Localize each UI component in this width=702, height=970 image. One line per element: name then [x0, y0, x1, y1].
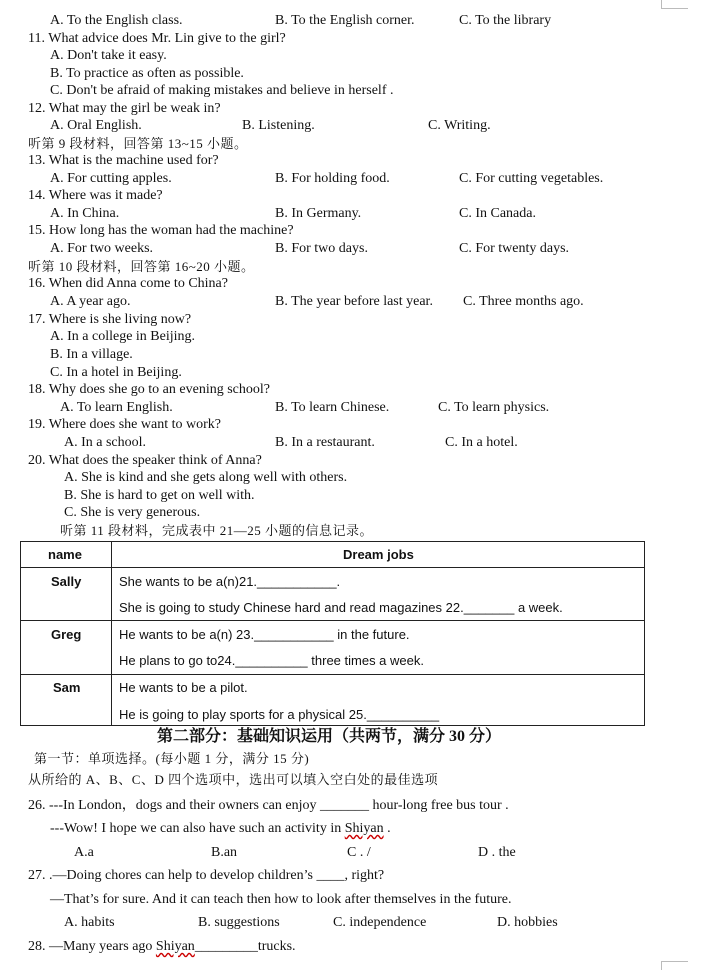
option-12a: A. Oral English.: [50, 118, 142, 133]
question-28: 28. —Many years ago Shiyan_________trucks.: [28, 939, 296, 954]
question-16: 16. When did Anna come to China?: [28, 276, 228, 291]
part-2-title: 第二部分：基础知识运用（共两节，满分 30 分）: [157, 728, 502, 745]
option-14c: C. In Canada.: [459, 206, 536, 221]
question-12: 12. What may the girl be weak in?: [28, 101, 221, 116]
option-11a: A. Don't take it easy.: [50, 48, 167, 63]
option-20a: A. She is kind and she gets along well with others.: [64, 470, 348, 485]
table-row-line: He wants to be a(n) 23.___________ in the future.: [119, 627, 410, 642]
table-row-divider: [21, 620, 644, 621]
option-16c: C. Three months ago.: [463, 294, 584, 309]
option-19b: B. In a restaurant.: [275, 435, 375, 450]
option-17a: A. In a college in Beijing.: [50, 329, 196, 344]
table-row-divider: [21, 567, 644, 568]
table-row-divider: [21, 674, 644, 675]
option-20b: B. She is hard to get on well with.: [64, 488, 255, 503]
question-11: 11. What advice does Mr. Lin give to the girl?: [28, 31, 286, 46]
option-10c: C. To the library: [459, 13, 552, 28]
section-10-instruction: 听第 10 段材料，回答第 16~20 小题。: [28, 259, 255, 274]
section-9-instruction: 听第 9 段材料，回答第 13~15 小题。: [28, 136, 248, 151]
question-26: 26. ---In London，dogs and their owners can enjoy _______ hour-long free bus tour .: [28, 798, 509, 813]
question-14: 14. Where was it made?: [28, 188, 163, 203]
option-17b: B. In a village.: [50, 347, 133, 362]
option-17c: C. In a hotel in Beijing.: [50, 365, 182, 380]
table-row-line: He is going to play sports for a physical 25.__________: [119, 707, 440, 722]
option-15a: A. For two weeks.: [50, 241, 154, 256]
option-15c: C. For twenty days.: [459, 241, 570, 256]
page-corner-mark: [661, 961, 688, 970]
option-26c: C . /: [347, 845, 371, 860]
table-column-divider: [111, 542, 112, 725]
table-header-name: name: [48, 547, 82, 562]
option-27b: B. suggestions: [198, 915, 280, 930]
page-corner-mark: [661, 0, 688, 9]
option-11c: C. Don't be afraid of making mistakes and believe in herself .: [50, 83, 394, 98]
option-13a: A. For cutting apples.: [50, 171, 172, 186]
option-19c: C. In a hotel.: [445, 435, 518, 450]
place-name: Shiyan: [344, 821, 384, 836]
table-row-name: Greg: [51, 627, 82, 642]
table-row-line: She wants to be a(n)21.___________.: [119, 574, 341, 589]
option-19a: A. In a school.: [64, 435, 147, 450]
table-row-name: Sally: [51, 574, 82, 589]
table-row-line: He wants to be a pilot.: [119, 680, 248, 695]
option-26a: A.a: [74, 845, 94, 860]
option-18a: A. To learn English.: [60, 400, 173, 415]
option-14b: B. In Germany.: [275, 206, 362, 221]
option-10b: B. To the English corner.: [275, 13, 415, 28]
option-26d: D . the: [478, 845, 516, 860]
question-20: 20. What does the speaker think of Anna?: [28, 453, 262, 468]
question-19: 19. Where does she want to work?: [28, 417, 221, 432]
option-10a: A. To the English class.: [50, 13, 183, 28]
part-2-instruction: 从所给的 A、B、C、D 四个选项中，选出可以填入空白处的最佳选项: [28, 772, 439, 787]
question-18: 18. Why does she go to an evening school?: [28, 382, 270, 397]
question-15: 15. How long has the woman had the machine?: [28, 223, 294, 238]
option-11b: B. To practice as often as possible.: [50, 66, 244, 81]
table-header-dream-jobs: Dream jobs: [343, 547, 414, 562]
option-13c: C. For cutting vegetables.: [459, 171, 604, 186]
question-27-reply: —That’s for sure. And it can teach then how to look after themselves in the future.: [50, 892, 512, 907]
section-11-instruction: 听第 11 段材料，完成表中 21—25 小题的信息记录。: [60, 523, 374, 538]
option-18c: C. To learn physics.: [438, 400, 550, 415]
option-27c: C. independence: [333, 915, 427, 930]
part-2-section-1: 第一节：单项选择。(每小题 1 分，满分 15 分): [34, 751, 310, 766]
place-name: Shiyan: [155, 939, 195, 954]
option-26b: B.an: [211, 845, 238, 860]
option-20c: C. She is very generous.: [64, 505, 201, 520]
table-row-name: Sam: [53, 680, 81, 695]
table-row-line: He plans to go to24.__________ three times a week.: [119, 653, 424, 668]
option-15b: B. For two days.: [275, 241, 368, 256]
dream-jobs-table: [20, 541, 645, 726]
option-13b: B. For holding food.: [275, 171, 390, 186]
option-18b: B. To learn Chinese.: [275, 400, 390, 415]
option-14a: A. In China.: [50, 206, 120, 221]
question-17: 17. Where is she living now?: [28, 312, 192, 327]
question-13: 13. What is the machine used for?: [28, 153, 219, 168]
option-27d: D. hobbies: [497, 915, 558, 930]
option-27a: A. habits: [64, 915, 115, 930]
question-27: 27. .—Doing chores can help to develop children’s ____, right?: [28, 868, 385, 883]
option-16b: B. The year before last year.: [275, 294, 433, 309]
question-26-reply: ---Wow! I hope we can also have such an activity in Shiyan .: [50, 821, 391, 836]
table-row-line: She is going to study Chinese hard and read magazines 22._______ a week.: [119, 600, 563, 615]
option-16a: A. A year ago.: [50, 294, 131, 309]
option-12b: B. Listening.: [242, 118, 315, 133]
option-12c: C. Writing.: [428, 118, 491, 133]
